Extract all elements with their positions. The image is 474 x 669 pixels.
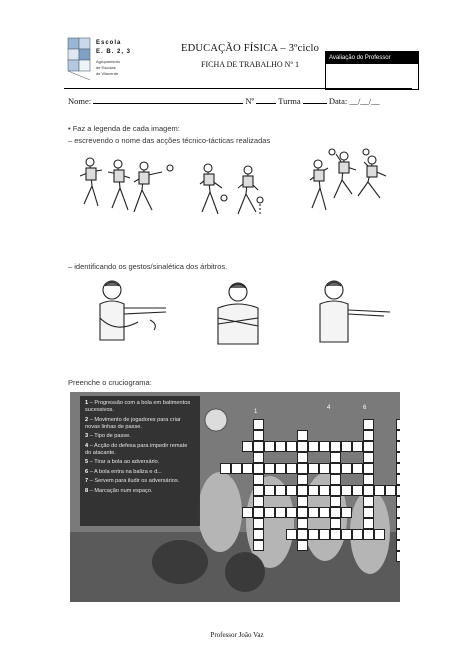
crossword-cell[interactable] — [242, 441, 253, 452]
footer-author: Professor João Vaz — [210, 631, 264, 639]
crossword-cell[interactable] — [275, 507, 286, 518]
crossword-cell[interactable] — [352, 441, 363, 452]
class-label: Turma — [278, 96, 301, 106]
crossword-cell[interactable] — [308, 485, 319, 496]
crossword-instruction: Preenche o cruciograma: — [68, 378, 152, 387]
header-divider — [64, 88, 412, 89]
crossword-cell[interactable] — [319, 507, 330, 518]
crossword-cell[interactable] — [396, 463, 400, 474]
crossword-cell[interactable] — [396, 496, 400, 507]
crossword-panel — [70, 392, 400, 602]
crossword-cell[interactable] — [253, 507, 264, 518]
crossword-cell[interactable] — [297, 496, 308, 507]
crossword-cell[interactable] — [396, 474, 400, 485]
crossword-cell[interactable] — [374, 485, 385, 496]
crossword-cell[interactable] — [275, 485, 286, 496]
crossword-cell[interactable] — [341, 529, 352, 540]
crossword-cell[interactable] — [396, 452, 400, 463]
crossword-cell[interactable] — [308, 463, 319, 474]
grid-number-6: 6 — [363, 405, 367, 411]
crossword-cell[interactable] — [319, 463, 330, 474]
crossword-cell[interactable] — [363, 496, 374, 507]
crossword-cell[interactable] — [341, 507, 352, 518]
crossword-cell[interactable] — [330, 474, 341, 485]
crossword-cell[interactable] — [396, 551, 400, 562]
crossword-cell[interactable] — [330, 441, 341, 452]
grid-number-1: 1 — [254, 409, 258, 415]
clue-1: 1 – Progressão com a bola em batimentos sucessivos. — [85, 400, 191, 413]
clue-3: 3 – Tipo de passe. — [85, 433, 131, 439]
school-logo-cube-icon — [66, 36, 94, 82]
crossword-cell[interactable] — [352, 485, 363, 496]
shooting-sequence-illustration — [300, 146, 400, 222]
crossword-cell[interactable] — [363, 419, 374, 430]
crossword-cell[interactable] — [297, 430, 308, 441]
legend-instruction: • Faz a legenda de cada imagem: — [68, 124, 180, 133]
crossword-cell[interactable] — [363, 441, 374, 452]
referee-gesture-1-illustration — [92, 278, 172, 348]
crossword-cell[interactable] — [341, 463, 352, 474]
crossword-cell[interactable] — [396, 430, 400, 441]
crossword-cell[interactable] — [286, 441, 297, 452]
crossword-cell[interactable] — [319, 485, 330, 496]
number-field[interactable] — [256, 95, 276, 104]
crossword-cell[interactable] — [363, 518, 374, 529]
crossword-cell[interactable] — [231, 463, 242, 474]
crossword-cell[interactable] — [253, 485, 264, 496]
crossword-cell[interactable] — [275, 463, 286, 474]
crossword-cell[interactable] — [264, 485, 275, 496]
crossword-cell[interactable] — [253, 419, 264, 430]
clue-4: 4 – Acção do defesa para impedir remate do atacante. — [85, 442, 188, 456]
crossword-cell[interactable] — [264, 441, 275, 452]
crossword-cell[interactable] — [253, 540, 264, 551]
crossword-cell[interactable] — [286, 529, 297, 540]
crossword-cell[interactable] — [374, 529, 385, 540]
crossword-cell[interactable] — [396, 518, 400, 529]
school-name-line-4: de Escolas — [96, 65, 116, 70]
crossword-cell[interactable] — [253, 518, 264, 529]
crossword-cell[interactable] — [264, 463, 275, 474]
grid-number-4: 4 — [327, 405, 331, 411]
school-name-line-3: Agrupamento — [96, 59, 121, 64]
date-label: Data: — [328, 96, 348, 106]
class-field[interactable] — [303, 95, 327, 104]
crossword-cell[interactable] — [253, 496, 264, 507]
crossword-cell[interactable] — [330, 496, 341, 507]
crossword-cell[interactable] — [330, 452, 341, 463]
evaluation-box-label: Avaliação do Professor — [326, 52, 418, 64]
crossword-cell[interactable] — [396, 507, 400, 518]
clue-5: 5 – Tirar a bola ao adversário. — [85, 459, 160, 465]
dribbling-sequence-illustration — [192, 160, 272, 224]
crossword-cell[interactable] — [396, 540, 400, 551]
crossword-cell[interactable] — [264, 507, 275, 518]
actions-instruction: – escrevendo o nome das acções técnico-tácticas realizadas — [68, 136, 271, 145]
clue-7: 7 – Servem para iludir os adversários. — [85, 478, 180, 484]
crossword-cell[interactable] — [341, 441, 352, 452]
crossword-cell[interactable] — [253, 529, 264, 540]
crossword-cell[interactable] — [363, 529, 374, 540]
crossword-cell[interactable] — [253, 452, 264, 463]
number-label: Nº — [245, 96, 255, 106]
crossword-cell[interactable] — [297, 463, 308, 474]
crossword-cell[interactable] — [363, 463, 374, 474]
passing-sequence-illustration — [72, 152, 182, 224]
crossword-cell[interactable] — [308, 529, 319, 540]
crossword-cell[interactable] — [396, 485, 400, 496]
crossword-cell[interactable] — [242, 463, 253, 474]
crossword-clues-list — [80, 396, 200, 526]
crossword-cell[interactable] — [286, 485, 297, 496]
crossword-cell[interactable] — [242, 507, 253, 518]
crossword-cell[interactable] — [297, 540, 308, 551]
crossword-cell[interactable] — [275, 441, 286, 452]
crossword-cell[interactable] — [297, 529, 308, 540]
referee-gesture-2-illustration — [206, 278, 270, 348]
student-info-row — [68, 95, 380, 106]
clue-6: 6 – A bola entra na baliza e d... — [85, 468, 162, 475]
crossword-cell[interactable] — [297, 474, 308, 485]
school-name-line-2: E. B. 2, 3 — [96, 49, 132, 55]
crossword-cell[interactable] — [330, 529, 341, 540]
crossword-cell[interactable] — [253, 430, 264, 441]
crossword-cell[interactable] — [396, 529, 400, 540]
crossword-cell[interactable] — [363, 452, 374, 463]
school-name-line-5: de Vilaverde — [96, 71, 119, 76]
name-field[interactable] — [93, 95, 243, 104]
crossword-cell[interactable] — [352, 463, 363, 474]
teacher-evaluation-box[interactable] — [325, 51, 419, 90]
clue-8: 8 – Marcação num espaço. — [85, 487, 153, 494]
crossword-cell[interactable] — [297, 441, 308, 452]
crossword-cell[interactable] — [385, 485, 396, 496]
referee-gesture-3-illustration — [314, 278, 394, 348]
page-subtitle: FICHA DE TRABALHO Nº 1 — [201, 60, 299, 69]
page-title: EDUCAÇÃO FÍSICA – 3ºciclo — [180, 43, 320, 54]
crossword-cell[interactable] — [253, 474, 264, 485]
crossword-cell[interactable] — [319, 441, 330, 452]
school-name-line-1: Escola — [96, 40, 122, 46]
crossword-cell[interactable] — [297, 485, 308, 496]
crossword-cell[interactable] — [253, 441, 264, 452]
crossword-cell[interactable] — [396, 441, 400, 452]
clue-2: 2 – Movimento de jogadores para criar novas linhas de passe. — [85, 416, 181, 430]
crossword-cell[interactable] — [330, 463, 341, 474]
crossword-cell[interactable] — [308, 441, 319, 452]
crossword-cell[interactable] — [363, 485, 374, 496]
crossword-cell[interactable] — [341, 485, 352, 496]
crossword-cell[interactable] — [253, 463, 264, 474]
crossword-cell[interactable] — [363, 507, 374, 518]
crossword-cell[interactable] — [297, 518, 308, 529]
school-logo — [66, 36, 138, 84]
gestures-instruction: – identificando os gestos/sinalética dos árbitros. — [68, 262, 228, 271]
crossword-cell[interactable] — [297, 452, 308, 463]
crossword-cell[interactable] — [396, 419, 400, 430]
crossword-cell[interactable] — [220, 463, 231, 474]
crossword-cell[interactable] — [363, 430, 374, 441]
crossword-cell[interactable] — [330, 507, 341, 518]
crossword-cell[interactable] — [286, 507, 297, 518]
crossword-cell[interactable] — [363, 474, 374, 485]
crossword-cell[interactable] — [286, 463, 297, 474]
crossword-cell[interactable] — [352, 529, 363, 540]
name-label: Nome: — [68, 96, 92, 106]
crossword-cell[interactable] — [319, 529, 330, 540]
crossword-cell[interactable] — [330, 518, 341, 529]
crossword-cell[interactable] — [297, 507, 308, 518]
crossword-cell[interactable] — [330, 485, 341, 496]
crossword-cell[interactable] — [308, 507, 319, 518]
date-field[interactable]: __/__/__ — [349, 96, 380, 106]
